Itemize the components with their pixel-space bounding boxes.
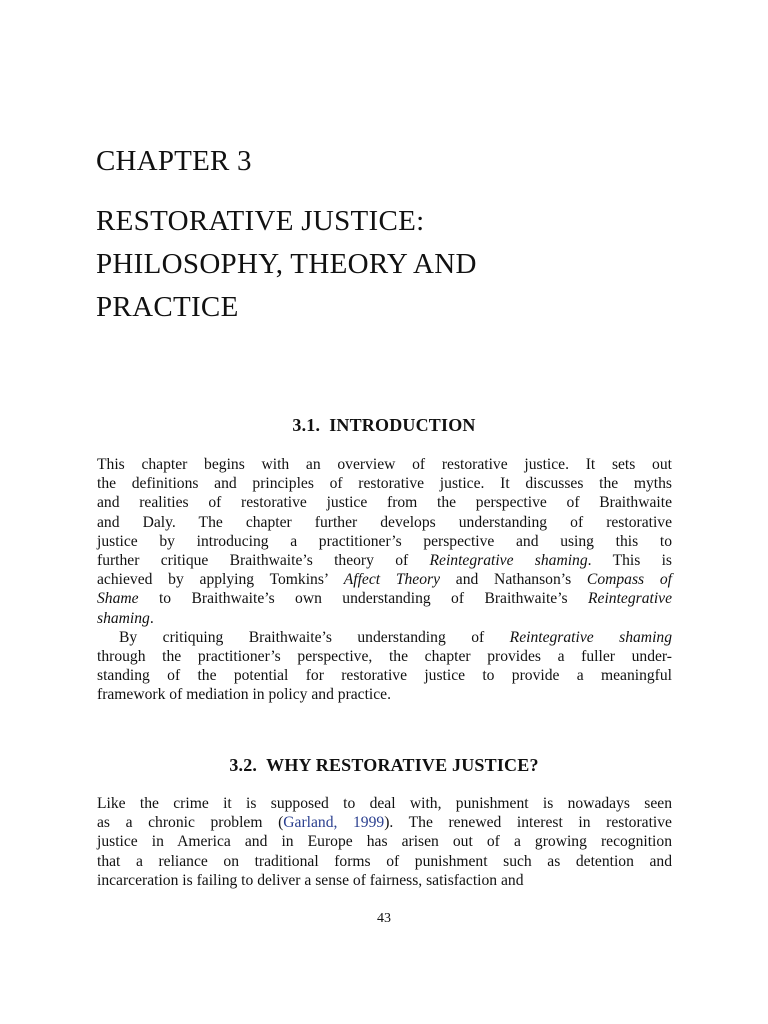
text-line xyxy=(97,628,672,647)
text-line xyxy=(97,832,672,851)
italic-text: Affect Theory xyxy=(343,571,441,589)
introduction-body xyxy=(97,455,672,705)
italic-text: Reintegrative xyxy=(588,590,672,608)
text-run: Like the crime it is supposed to deal with, punishment is nowadays seen xyxy=(97,795,672,812)
italic-text: Shame xyxy=(97,590,139,608)
text-line xyxy=(97,609,672,628)
text-run: framework of mediation in policy and practice. xyxy=(97,686,392,704)
paragraph xyxy=(97,455,672,628)
text-line xyxy=(97,493,672,512)
text-run: achieved by applying Tomkins’ xyxy=(97,571,344,589)
text-run: through the practitioner’s perspective, the chapter provides a fuller under- xyxy=(97,648,672,666)
italic-text: Compass of xyxy=(586,571,672,589)
section-number: 3.2. xyxy=(229,755,258,775)
italic-text: Reintegrative shaming xyxy=(429,552,588,570)
text-line xyxy=(97,871,672,890)
text-run: further critique Braithwaite’s theory of xyxy=(97,552,430,570)
text-run: standing of the potential for restorative justice to provide a meaningful xyxy=(97,667,672,685)
text-run: and Daly. The chapter further develops understanding of restorative xyxy=(97,513,672,531)
paragraph xyxy=(97,794,672,890)
text-run: By critiquing Braithwaite’s understanding of xyxy=(119,628,510,646)
text-run: that a reliance on traditional forms of punishment such as detention and xyxy=(97,852,672,870)
text-line xyxy=(97,551,672,570)
chapter-title-line: PHILOSOPHY, THEORY AND xyxy=(96,248,477,280)
text-line xyxy=(97,647,672,666)
text-line xyxy=(97,532,672,551)
text-run: as a chronic problem ( xyxy=(97,814,284,832)
section-heading-why-restorative-justice xyxy=(96,755,672,776)
text-line xyxy=(97,513,672,532)
text-run: This chapter begins with an overview of restorative justice. It sets out xyxy=(97,456,672,473)
italic-text: Reintegrative shaming xyxy=(509,628,672,646)
text-line xyxy=(97,666,672,685)
text-run: the definitions and principles of restorative justice. It discusses the myths xyxy=(97,475,672,493)
text-run: and realities of restorative justice from the perspective of Braithwaite xyxy=(97,494,672,512)
text-run: incarceration is failing to deliver a sense of fairness, satisfaction and xyxy=(97,871,524,889)
section-title: INTRODUCTION xyxy=(329,415,476,435)
chapter-title xyxy=(96,200,696,329)
italic-text: shaming xyxy=(97,609,150,627)
section-heading-introduction xyxy=(96,415,672,436)
why-restorative-justice-body xyxy=(97,794,672,890)
text-line xyxy=(97,474,672,493)
text-line xyxy=(97,794,672,813)
paragraph xyxy=(97,628,672,705)
text-run: to Braithwaite’s own understanding of Braithwaite’s xyxy=(138,590,588,608)
text-line xyxy=(97,455,672,474)
chapter-title-line: PRACTICE xyxy=(96,291,239,323)
page-number: 43 xyxy=(377,911,391,926)
text-line xyxy=(97,570,672,589)
text-line xyxy=(97,852,672,871)
chapter-label: CHAPTER 3 xyxy=(96,145,252,177)
text-run: ). The renewed interest in restorative xyxy=(384,814,672,832)
text-run: . This is xyxy=(587,552,672,570)
text-run: justice by introducing a practitioner’s perspective and using this to xyxy=(97,532,672,550)
chapter-title-line: RESTORATIVE JUSTICE: xyxy=(96,205,425,237)
section-title: WHY RESTORATIVE JUSTICE? xyxy=(266,755,539,775)
text-line xyxy=(97,813,672,832)
text-run: and Nathanson’s xyxy=(440,571,587,589)
text-line xyxy=(97,589,672,608)
text-run: . xyxy=(149,609,154,627)
text-line xyxy=(97,685,672,704)
citation-link[interactable]: Garland, 1999 xyxy=(283,814,385,832)
section-number: 3.1. xyxy=(292,415,321,435)
text-run: justice in America and in Europe has arisen out of a growing recognition xyxy=(97,833,672,851)
